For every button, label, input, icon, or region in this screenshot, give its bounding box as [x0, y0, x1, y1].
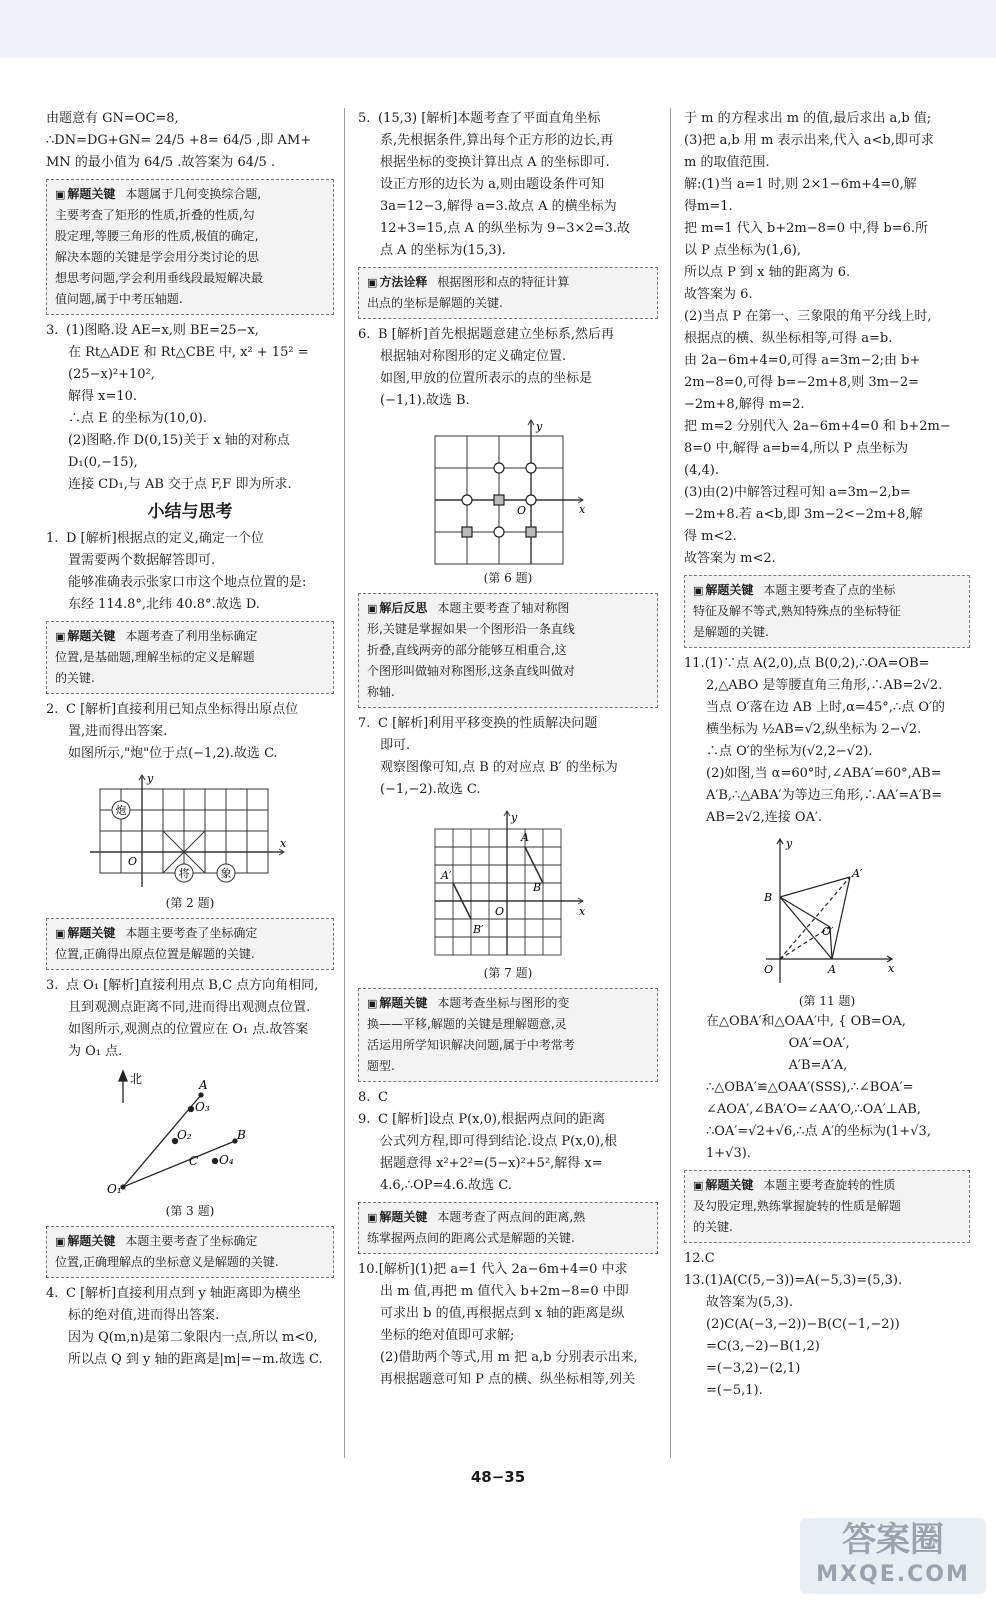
- figure-caption: (第 2 题): [165, 896, 215, 910]
- origin-label: O: [128, 855, 138, 868]
- axis-x-label: x: [280, 837, 287, 850]
- answer-3: [46, 320, 334, 496]
- text-line: =C(3,−2)−B(1,2): [706, 1339, 820, 1354]
- column-left: [46, 108, 334, 1371]
- text-line: 于 m 的方程求出 m 的值,最后求出 a,b 值;: [684, 111, 932, 126]
- north-label: 北: [130, 1072, 143, 1086]
- piece-pao: 炮: [115, 804, 127, 817]
- column-divider: [344, 108, 345, 1458]
- text-line: C: [704, 1251, 715, 1266]
- box-tag: ▣ 解后反思: [367, 598, 427, 619]
- text-line: 及勾股定理,熟练掌握旋转的性质是解题: [693, 1199, 901, 1213]
- text-line: =(−3,2)−(2,1): [706, 1361, 801, 1376]
- section-title: 小结与思考: [147, 502, 233, 522]
- text-line: 且到观测点距离不同,进而得出观测点位置.: [68, 1000, 311, 1015]
- text-line: ∴OA′=√2+√6,∴点 A′的坐标为(1+√3,: [706, 1124, 931, 1139]
- text-line: (−1,1).故选 B.: [380, 393, 470, 408]
- text-line: (2)C(A(−3,−2))−B(C(−1,−2)): [706, 1317, 900, 1332]
- text-line: 系,先根据条件,算出每个正方形的边长,再: [380, 133, 614, 148]
- text-line: B [解析]首先根据题意建立坐标系,然后再: [378, 327, 614, 342]
- point-a-prime-label: A′: [852, 867, 863, 880]
- text-line: 设正方形的边长为 a,则由题设条件可知: [380, 177, 605, 192]
- text-line: (4,4).: [684, 463, 719, 478]
- figure-2-chessboard: [90, 771, 290, 889]
- text-line: 得m=1.: [684, 199, 733, 214]
- figure-caption: (第 6 题): [483, 571, 533, 585]
- text-line: C [解析]直接利用已知点坐标得出原点位: [66, 702, 299, 717]
- text-line: C: [378, 1090, 388, 1105]
- text-line: 本题主要考查了坐标确定: [125, 926, 258, 940]
- origin-label: O: [517, 504, 527, 517]
- text-line: 题型.: [367, 1059, 395, 1073]
- key-point-box: [46, 179, 334, 315]
- axis-y-label: y: [536, 420, 543, 433]
- text-line: 位置,正确理解点的坐标意义是解题的关键.: [55, 1255, 279, 1269]
- text-line: 置需要两个数据解答即可.: [68, 553, 216, 568]
- text-line: 故答案为 6.: [684, 287, 753, 302]
- answer-s2: [46, 699, 334, 765]
- text-line: A′B=A′A,: [706, 1058, 848, 1073]
- question-number: 6.: [358, 327, 371, 342]
- text-line: 因为 Q(m,n)是第二象限内一点,所以 m<0,: [68, 1330, 318, 1345]
- text-line: 本题考查了利用坐标确定: [125, 629, 258, 643]
- answer-s8: [358, 1087, 658, 1109]
- point-a-label: A: [521, 831, 529, 844]
- text-line: 得 m<2.: [684, 529, 737, 544]
- point-b-label: B: [237, 1128, 246, 1142]
- answer-s3: [46, 975, 334, 1063]
- text-line: 的关键.: [693, 1220, 733, 1234]
- answer-s6: [358, 324, 658, 412]
- text-line: 个图形叫做轴对称图形,这条直线叫做对: [367, 664, 575, 678]
- column-divider: [670, 108, 671, 1458]
- text-line: 坐标的绝对值即可求解;: [380, 1328, 515, 1343]
- text-line: 根据轴对称图形的定义确定位置.: [380, 349, 567, 364]
- text-line: 在△OBA′和△OAA′中, { OB=OA,: [706, 1014, 906, 1029]
- question-number: 7.: [358, 716, 371, 731]
- text-line: ∴DN=DG+GN= 24/5 +8= 64/5 ,即 AM+: [46, 133, 312, 148]
- box-tag: ▣ 解题关键: [367, 1207, 427, 1228]
- text-line: 称轴.: [367, 685, 395, 699]
- text-line: ∴点 O′的坐标为(√2,2−√2).: [706, 744, 873, 759]
- text-line: 出 m 值,再把 m 值代入 b+2m−8=0 中即: [380, 1284, 629, 1299]
- question-number: 13.: [684, 1273, 705, 1288]
- point-a-prime-label: A′: [441, 869, 452, 882]
- answer-s13: [684, 1270, 970, 1402]
- point-a-label: A: [828, 963, 836, 976]
- axis-y-label: y: [147, 772, 154, 785]
- text-line: (3)由(2)中解答过程可知 a=3m−2,b=: [684, 485, 911, 500]
- figure-caption: (第 3 题): [165, 1204, 215, 1218]
- text-line: 连接 CD₁,与 AB 交于点 F,F 即为所求.: [68, 477, 292, 492]
- key-point-box: [46, 1226, 334, 1278]
- point-b-prime-label: B′: [473, 923, 484, 936]
- box-tag: ▣ 解题关键: [693, 580, 753, 601]
- text-line: (25−x)²+10²,: [68, 367, 155, 382]
- text-line: −2m+8.若 a<b,即 3m−2<−2m+8,解: [684, 507, 923, 522]
- text-line: 由 2a−6m+4=0,可得 a=3m−2;由 b+: [684, 353, 921, 368]
- text-line: ∴点 E 的坐标为(10,0).: [68, 411, 207, 426]
- text-line: 12+3=15,点 A 的纵坐标为 9−3×2=3.故: [380, 221, 630, 236]
- text-line: 点 A 的坐标为(15,3).: [380, 243, 506, 258]
- text-line: 为 O₁ 点.: [68, 1044, 123, 1059]
- point-a-label: A: [199, 1078, 208, 1092]
- text-line: 解:(1)当 a=1 时,则 2×1−6m+4=0,解: [684, 177, 917, 192]
- answer-s10: [358, 1259, 658, 1391]
- text-line: 值问题,属于中考压轴题.: [55, 292, 183, 306]
- answer-s12: [684, 1248, 970, 1270]
- text-line: 位置,是基础题,理解坐标的定义是解题: [55, 650, 255, 664]
- text-line: 位置,正确得出原点位置是解题的关键.: [55, 947, 255, 961]
- text-line: 2,△ABO 是等腰直角三角形,∴AB=2√2.: [706, 678, 943, 693]
- text-line: 本题主要考查旋转的性质: [763, 1178, 896, 1192]
- point-o1-label: O₁: [107, 1182, 122, 1196]
- axis-x-label: x: [579, 503, 586, 516]
- text-line: 本题主要考查了坐标确定: [125, 1234, 258, 1248]
- text-line: 故答案为 m<2.: [684, 551, 776, 566]
- text-line: m 的取值范围.: [684, 155, 770, 170]
- text-line: 所以点 Q 到 y 轴的距离是|m|=−m.故选 C.: [68, 1352, 323, 1367]
- text-line: 解决本题的关键是学会用分类讨论的思: [55, 250, 260, 264]
- watermark-logo: [800, 1518, 986, 1594]
- key-point-box: [358, 1202, 658, 1254]
- point-o3-label: O₃: [195, 1100, 210, 1114]
- text-line: 练掌握两点间的距离公式是解题的关键.: [367, 1231, 575, 1245]
- scan-top-band: [0, 0, 996, 58]
- text-line: 可求出 b 的值,再根据点到 x 轴的距离是纵: [380, 1306, 625, 1321]
- text-line: 由题意有 GN=OC=8,: [46, 111, 179, 126]
- text-line: 点 O₁ [解析]直接利用点 B,C 点方向角相同,: [66, 978, 319, 993]
- text-line: 如图,甲放的位置所表示的点的坐标是: [380, 371, 593, 386]
- text-line: 活运用所学知识解决问题,属于中考常考: [367, 1038, 575, 1052]
- piece-xiang: 象: [220, 867, 232, 880]
- box-tag: ▣ 解题关键: [55, 184, 115, 205]
- key-point-box: [46, 621, 334, 694]
- text-line: C [解析]利用平移变换的性质解决问题: [378, 716, 598, 731]
- answer-10-continued: [684, 108, 970, 570]
- question-number: 3.: [46, 978, 59, 993]
- text-line: 折叠,直线两旁的部分能够互相重合,这: [367, 643, 567, 657]
- text-line: 根据坐标的变换计算出点 A 的坐标即可.: [380, 155, 610, 170]
- text-line: 即可.: [380, 738, 411, 753]
- text-line: ∠AOA′,∠BA′O=∠AA′O,∴OA′⊥AB,: [706, 1102, 921, 1117]
- text-line: 解得 x=10.: [68, 389, 138, 404]
- question-number: 2.: [46, 702, 59, 717]
- key-point-box: [684, 1170, 970, 1243]
- key-point-box: [684, 575, 970, 648]
- text-line: 把 m=2 分别代入 2a−6m+4=0 和 b+2m−: [684, 419, 951, 434]
- text-line: 置,进而得出答案.: [68, 724, 168, 739]
- text-line: 股定理,等腰三角形的性质,极值的确定,: [55, 229, 259, 243]
- text-line: (1)图略.设 AE=x,则 BE=25−x,: [66, 323, 259, 338]
- text-line: 如图所示,"炮"位于点(−1,2).故选 C.: [68, 746, 278, 761]
- text-line: 根据点的横、纵坐标相等,可得 a=b.: [684, 331, 893, 346]
- question-number: 12.: [684, 1251, 705, 1266]
- watermark-url: MXQE.COM: [816, 1562, 970, 1587]
- text-line: 想思考问题,学会利用垂线段最短解决最: [55, 271, 263, 285]
- point-b-label: B: [533, 881, 542, 894]
- watermark-text: 答案圈: [842, 1520, 944, 1560]
- text-line: 如图所示,观测点的位置应在 O₁ 点.故答案: [68, 1022, 309, 1037]
- box-tag: ▣ 解题关键: [55, 1231, 115, 1252]
- text-line: −2m+8,解得 m=2.: [684, 397, 805, 412]
- axis-y-label: y: [786, 837, 793, 850]
- answer-s11-part2: [684, 1011, 970, 1165]
- text-line: C [解析]设点 P(x,0),根据两点间的距离: [378, 1112, 606, 1127]
- text-line: (2)图略.作 D(0,15)关于 x 轴的对称点: [68, 433, 290, 448]
- page-number: 48−35: [470, 1468, 526, 1486]
- text-line: 本题考查坐标与图形的变: [437, 996, 570, 1010]
- method-box: [358, 267, 658, 319]
- text-line: (2)如图,当 α=60°时,∠ABA′=60°,AB=: [706, 766, 942, 781]
- text-line: 所以点 P 到 x 轴的距离为 6.: [684, 265, 851, 280]
- point-c-label: C: [189, 1154, 199, 1168]
- answer-s7: [358, 713, 658, 801]
- point-o-prime-label: O′: [822, 925, 834, 938]
- text-line: 1+√3).: [706, 1146, 751, 1161]
- text-line: 当点 O′落在边 AB 上时,α=45°,∴点 O′的: [706, 700, 945, 715]
- figure-3-direction: [105, 1069, 275, 1197]
- answer-s11: [684, 653, 970, 829]
- question-number: 4.: [46, 1286, 59, 1301]
- text-line: MN 的最小值为 64/5 .故答案为 64/5 .: [46, 155, 275, 170]
- text-line: C [解析]直接利用点到 y 轴距离即为横坐: [66, 1286, 301, 1301]
- origin-label: O: [495, 905, 505, 918]
- text-line: 8=0 中,解得 a=b=4,所以 P 点坐标为: [684, 441, 909, 456]
- text-line: 横坐标为 ½AB=√2,纵坐标为 2−√2.: [706, 722, 922, 737]
- point-o2-label: O₂: [177, 1128, 192, 1142]
- answer-2-continued: [46, 108, 334, 174]
- text-line: (2)借助两个等式,用 m 把 a,b 分别表示出来,: [380, 1350, 638, 1365]
- box-tag: ▣ 解题关键: [693, 1175, 753, 1196]
- text-line: 主要考查了矩形的性质,折叠的性质,勾: [55, 208, 255, 222]
- text-line: 故答案为(5,3).: [706, 1295, 793, 1310]
- text-line: 公式列方程,即可得到结论.设点 P(x,0),根: [380, 1134, 618, 1149]
- box-tag: ▣ 方法诠释: [367, 272, 427, 293]
- text-line: 出点的坐标是解题的关键.: [367, 296, 503, 310]
- point-b-label: B: [764, 891, 773, 904]
- text-line: (−1,−2).故选 C.: [380, 782, 481, 797]
- text-line: 能够准确表示张家口市这个地点位置的是:: [68, 575, 307, 590]
- text-line: 在 Rt△ADE 和 Rt△CBE 中, x² + 15² =: [68, 345, 309, 360]
- text-line: 以 P 点坐标为(1,6),: [684, 243, 801, 258]
- key-point-box: [358, 988, 658, 1082]
- figure-caption: (第 11 题): [798, 994, 856, 1008]
- text-line: 标的绝对值,进而得出答案.: [68, 1308, 220, 1323]
- axis-x-label: x: [579, 905, 586, 918]
- text-line: D [解析]根据点的定义,确定一个位: [66, 531, 264, 546]
- question-number: 9.: [358, 1112, 371, 1127]
- text-line: (2)当点 P 在第一、三象限的角平分线上时,: [684, 309, 932, 324]
- answer-s1: [46, 528, 334, 616]
- column-middle: [358, 108, 658, 1391]
- answer-s9: [358, 1109, 658, 1197]
- figure-11-rotation: [752, 835, 902, 987]
- text-line: D₁(0,−15),: [68, 455, 138, 470]
- text-line: =(−5,1).: [706, 1383, 763, 1398]
- question-number: 3.: [46, 323, 59, 338]
- text-line: 据题意得 x²+2²=(5−x)²+5²,解得 x=: [380, 1156, 603, 1171]
- piece-jiang: 将: [178, 867, 190, 880]
- figure-caption: (第 7 题): [483, 966, 533, 980]
- text-line: (1)∵点 A(2,0),点 B(0,2),∴OA=OB=: [704, 656, 930, 671]
- text-line: (3)把 a,b 用 m 表示出来,代入 a<b,即可求: [684, 133, 934, 148]
- box-tag: ▣ 解题关键: [55, 923, 115, 944]
- figure-6-go-board: [423, 418, 593, 564]
- text-line: 4.6,∴OP=4.6.故选 C.: [380, 1178, 512, 1193]
- text-line: 是解题的关键.: [693, 625, 769, 639]
- question-number: 1.: [46, 531, 59, 546]
- text-line: OA′=OA′,: [706, 1036, 850, 1051]
- text-line: 3a=12−3,解得 a=3.故点 A 的横坐标为: [380, 199, 617, 214]
- figure-7-translation: [423, 807, 593, 959]
- answer-s5: [358, 108, 658, 262]
- text-line: 特征及解不等式,熟知特殊点的坐标特征: [693, 604, 901, 618]
- box-tag: ▣ 解题关键: [367, 993, 427, 1014]
- text-line: 把 m=1 代入 b+2m−8=0 中,得 b=6.所: [684, 221, 929, 236]
- text-line: 东经 114.8°,北纬 40.8°.故选 D.: [68, 597, 260, 612]
- axis-y-label: y: [511, 811, 518, 824]
- reflection-box: [358, 593, 658, 708]
- text-line: 形,关键是掌握如果一个图形沿一条直线: [367, 622, 575, 636]
- axis-x-label: x: [888, 962, 895, 975]
- text-line: 根据图形和点的特征计算: [437, 275, 570, 289]
- text-line: 本题考查了两点间的距离,熟: [437, 1210, 586, 1224]
- text-line: 本题主要考查了轴对称图: [437, 601, 570, 615]
- question-number: 8.: [358, 1090, 371, 1105]
- text-line: 观察图像可知,点 B 的对应点 B′ 的坐标为: [380, 760, 618, 775]
- text-line: A′B,∴△ABA′为等边三角形,∴AA′=A′B=: [706, 788, 943, 803]
- text-line: 本题主要考查了点的坐标: [763, 583, 896, 597]
- text-line: [解析](1)把 a=1 代入 2a−6m+4=0 中求: [378, 1262, 628, 1277]
- text-line: 再根据题意可知 P 点的横、纵坐标相等,列关: [380, 1372, 636, 1387]
- text-line: 2m−8=0,可得 b=−2m+8,则 3m−2=: [684, 375, 919, 390]
- text-line: 本题属于几何变换综合题,: [125, 187, 262, 201]
- question-number: 10.: [358, 1262, 379, 1277]
- text-line: 换——平移,解题的关键是理解题意,灵: [367, 1017, 567, 1031]
- text-line: 的关键.: [55, 671, 95, 685]
- text-line: (15,3) [解析]本题考查了平面直角坐标: [378, 111, 601, 126]
- text-line: AB=2√2,连接 OA′.: [706, 810, 823, 825]
- answer-s4: [46, 1283, 334, 1371]
- question-number: 5.: [358, 111, 371, 126]
- question-number: 11.: [684, 656, 705, 671]
- box-tag: ▣ 解题关键: [55, 626, 115, 647]
- key-point-box: [46, 918, 334, 970]
- text-line: ∴△OBA′≌△OAA′(SSS),∴∠BOA′=: [706, 1080, 914, 1095]
- column-right: [684, 108, 970, 1402]
- point-o4-label: O₄: [219, 1153, 234, 1167]
- origin-label: O: [764, 963, 774, 976]
- text-line: (1)A(C(5,−3))=A(−5,3)=(5,3).: [704, 1273, 903, 1288]
